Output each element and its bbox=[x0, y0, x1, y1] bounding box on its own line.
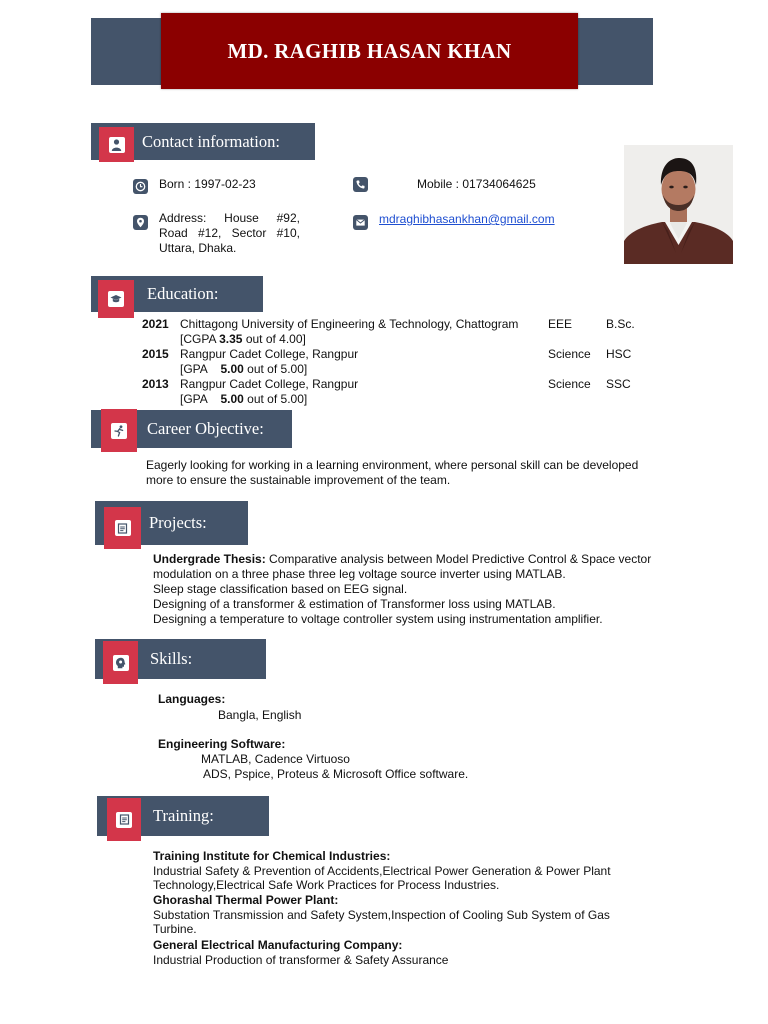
project-item: Designing a temperature to voltage controller system using instrumentation amplifier. bbox=[153, 612, 603, 626]
education-year: 2015 bbox=[142, 347, 169, 361]
section-title-objective: Career Objective: bbox=[147, 419, 264, 438]
education-group: Science bbox=[548, 377, 591, 391]
education-grade: [CGPA 3.35 out of 4.00] bbox=[180, 332, 306, 346]
education-degree: SSC bbox=[606, 377, 631, 391]
training-org: General Electrical Manufacturing Company: bbox=[153, 938, 403, 952]
section-tab-skills bbox=[103, 641, 138, 684]
contact-mobile: Mobile : 01734064625 bbox=[417, 177, 536, 191]
phone-icon bbox=[353, 177, 368, 192]
education-degree: B.Sc. bbox=[606, 317, 635, 331]
education-group: Science bbox=[548, 347, 591, 361]
document-icon bbox=[115, 520, 131, 536]
profile-photo bbox=[624, 145, 733, 264]
training-detail: Turbine. bbox=[153, 922, 197, 936]
training-org: Ghorashal Thermal Power Plant: bbox=[153, 893, 339, 907]
section-title-projects: Projects: bbox=[149, 513, 207, 532]
skills-languages-label: Languages: bbox=[158, 692, 226, 706]
section-title-contact: Contact information: bbox=[142, 131, 280, 151]
project-thesis-line2: modulation on a three phase three leg voltage source inverter using MATLAB. bbox=[153, 567, 566, 581]
skills-software: ADS, Pspice, Proteus & Microsoft Office software. bbox=[203, 767, 469, 781]
training-detail: Industrial Production of transformer & Safety Assurance bbox=[153, 953, 449, 967]
section-title-skills: Skills: bbox=[150, 649, 193, 668]
page-title: MD. RAGHIB HASAN KHAN bbox=[227, 38, 512, 63]
title-banner bbox=[161, 13, 578, 89]
section-tab-projects bbox=[104, 507, 141, 549]
education-grade: [GPA 5.00 out of 5.00] bbox=[180, 362, 308, 376]
education-row bbox=[142, 317, 662, 347]
education-group: EEE bbox=[548, 317, 573, 331]
person-icon bbox=[109, 137, 125, 153]
skills-software: MATLAB, Cadence Virtuoso bbox=[201, 752, 350, 766]
education-row bbox=[142, 377, 662, 407]
section-tab-objective bbox=[101, 409, 137, 452]
project-item: Designing of a transformer & estimation of Transformer loss using MATLAB. bbox=[153, 597, 556, 611]
objective-line: more to ensure the sustainable improvement of the team. bbox=[146, 473, 451, 487]
section-tab-training bbox=[107, 798, 141, 841]
contact-address: Address: House #92, Road #12, Sector #10, Uttara, Dhaka. bbox=[159, 211, 300, 255]
document-icon bbox=[116, 812, 132, 828]
project-item: Sleep stage classification based on EEG signal. bbox=[153, 582, 408, 596]
education-year: 2013 bbox=[142, 377, 169, 391]
education-institution: Rangpur Cadet College, Rangpur bbox=[180, 377, 359, 391]
education-institution: Chittagong University of Engineering & Technology, Chattogram bbox=[180, 317, 519, 331]
location-pin-icon bbox=[133, 215, 148, 230]
training-org: Training Institute for Chemical Industries: bbox=[153, 849, 391, 863]
section-tab-education bbox=[98, 280, 134, 318]
envelope-icon bbox=[353, 215, 368, 230]
education-institution: Rangpur Cadet College, Rangpur bbox=[180, 347, 359, 361]
graduation-cap-icon bbox=[108, 291, 124, 307]
skills-languages: Bangla, English bbox=[218, 708, 302, 722]
project-thesis-label: Undergrade Thesis: bbox=[153, 552, 266, 566]
training-detail: Industrial Safety & Prevention of Accidents,Electrical Power Generation & Power Plant bbox=[153, 864, 611, 878]
objective-line: Eagerly looking for working in a learning environment, where personal skill can be developed bbox=[146, 458, 639, 472]
education-row bbox=[142, 347, 662, 377]
education-grade: [GPA 5.00 out of 5.00] bbox=[180, 392, 308, 406]
training-detail: Technology,Electrical Safe Work Practices for Process Industries. bbox=[153, 878, 500, 892]
contact-born: Born : 1997-02-23 bbox=[159, 177, 256, 191]
education-year: 2021 bbox=[142, 317, 169, 331]
section-title-education: Education: bbox=[147, 284, 219, 303]
email-link[interactable]: mdraghibhasankhan@gmail.com bbox=[379, 212, 555, 226]
clock-icon bbox=[133, 179, 148, 194]
skills-software-label: Engineering Software: bbox=[158, 737, 286, 751]
education-degree: HSC bbox=[606, 347, 632, 361]
training-detail: Substation Transmission and Safety System,Inspection of Cooling Sub System of Gas bbox=[153, 908, 610, 922]
project-thesis: Undergrade Thesis: Comparative analysis between Model Predictive Control & Space vector bbox=[153, 552, 652, 566]
section-tab-contact bbox=[99, 127, 134, 162]
runner-icon bbox=[111, 423, 127, 439]
section-title-training: Training: bbox=[153, 806, 214, 825]
head-gear-icon bbox=[113, 655, 129, 671]
